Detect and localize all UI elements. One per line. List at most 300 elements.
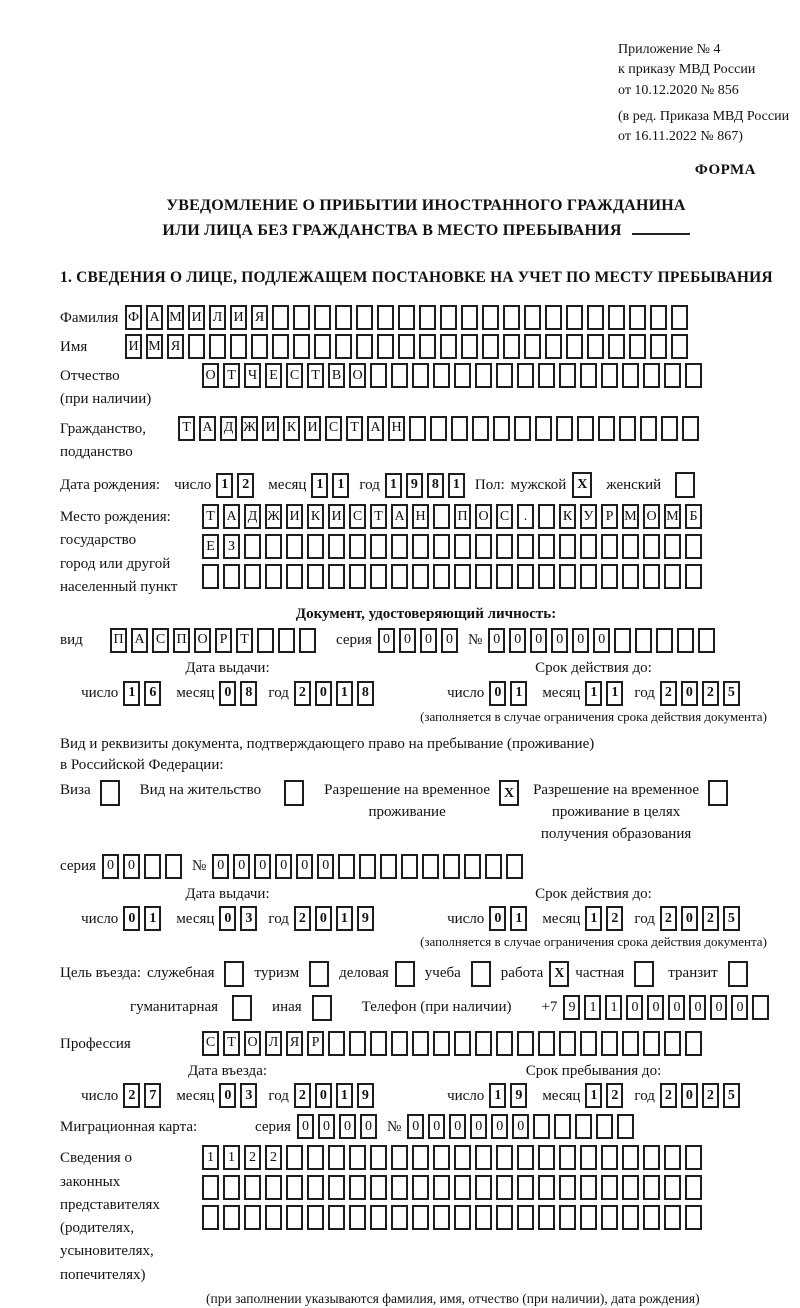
form-cell[interactable]: И bbox=[328, 504, 345, 529]
form-cell[interactable]: 9 bbox=[406, 473, 423, 498]
checkbox-transit[interactable] bbox=[728, 961, 748, 987]
form-cell[interactable] bbox=[391, 1031, 408, 1056]
form-cell[interactable] bbox=[433, 1145, 450, 1170]
form-cell[interactable]: 2 bbox=[702, 906, 719, 931]
form-cell[interactable]: А bbox=[146, 305, 163, 330]
form-cell[interactable]: 2 bbox=[294, 681, 311, 706]
form-cell[interactable]: 9 bbox=[357, 906, 374, 931]
form-cell[interactable] bbox=[559, 564, 576, 589]
form-cell[interactable] bbox=[622, 564, 639, 589]
form-cell[interactable]: Я bbox=[251, 305, 268, 330]
form-cell[interactable]: А bbox=[391, 504, 408, 529]
form-cell[interactable] bbox=[461, 305, 478, 330]
form-cell[interactable] bbox=[464, 854, 481, 879]
form-cell[interactable] bbox=[685, 363, 702, 388]
form-cell[interactable]: 1 bbox=[448, 473, 465, 498]
form-cell[interactable] bbox=[286, 534, 303, 559]
form-cell[interactable] bbox=[454, 564, 471, 589]
form-cell[interactable] bbox=[144, 854, 161, 879]
form-cell[interactable] bbox=[349, 1205, 366, 1230]
form-cell[interactable] bbox=[202, 1175, 219, 1200]
form-cell[interactable] bbox=[685, 1205, 702, 1230]
form-cell[interactable] bbox=[622, 1175, 639, 1200]
form-cell[interactable]: Т bbox=[223, 1031, 240, 1056]
form-cell[interactable]: 1 bbox=[123, 681, 140, 706]
form-cell[interactable] bbox=[223, 564, 240, 589]
form-cell[interactable]: Т bbox=[178, 416, 195, 441]
form-cell[interactable] bbox=[685, 564, 702, 589]
form-cell[interactable]: 0 bbox=[407, 1114, 424, 1139]
form-cell[interactable] bbox=[538, 504, 555, 529]
form-cell[interactable] bbox=[554, 1114, 571, 1139]
form-cell[interactable]: К bbox=[307, 504, 324, 529]
form-cell[interactable]: 2 bbox=[606, 1083, 623, 1108]
form-cell[interactable] bbox=[556, 416, 573, 441]
form-cell[interactable]: 1 bbox=[385, 473, 402, 498]
form-cell[interactable]: 0 bbox=[254, 854, 271, 879]
form-cell[interactable]: С bbox=[349, 504, 366, 529]
form-cell[interactable]: 0 bbox=[441, 628, 458, 653]
form-cell[interactable] bbox=[475, 1145, 492, 1170]
form-cell[interactable]: 5 bbox=[723, 681, 740, 706]
form-cell[interactable]: 0 bbox=[681, 1083, 698, 1108]
form-cell[interactable]: 8 bbox=[427, 473, 444, 498]
form-cell[interactable] bbox=[622, 1205, 639, 1230]
form-cell[interactable] bbox=[244, 564, 261, 589]
form-cell[interactable]: У bbox=[580, 504, 597, 529]
form-cell[interactable] bbox=[230, 334, 247, 359]
form-cell[interactable]: 9 bbox=[510, 1083, 527, 1108]
form-cell[interactable] bbox=[524, 305, 541, 330]
form-cell[interactable] bbox=[601, 1031, 618, 1056]
form-cell[interactable] bbox=[601, 1205, 618, 1230]
form-cell[interactable]: 0 bbox=[428, 1114, 445, 1139]
form-cell[interactable] bbox=[485, 854, 502, 879]
form-cell[interactable]: М bbox=[146, 334, 163, 359]
form-cell[interactable]: Б bbox=[685, 504, 702, 529]
form-cell[interactable] bbox=[475, 564, 492, 589]
form-cell[interactable]: 0 bbox=[551, 628, 568, 653]
form-cell[interactable]: 5 bbox=[723, 906, 740, 931]
form-cell[interactable] bbox=[443, 854, 460, 879]
form-cell[interactable]: М bbox=[664, 504, 681, 529]
form-cell[interactable] bbox=[650, 305, 667, 330]
form-cell[interactable]: 0 bbox=[315, 1083, 332, 1108]
form-cell[interactable] bbox=[370, 363, 387, 388]
form-cell[interactable] bbox=[559, 1175, 576, 1200]
form-cell[interactable] bbox=[496, 1205, 513, 1230]
form-cell[interactable] bbox=[335, 305, 352, 330]
form-cell[interactable] bbox=[314, 305, 331, 330]
form-cell[interactable] bbox=[475, 1205, 492, 1230]
form-cell[interactable] bbox=[475, 1175, 492, 1200]
form-cell[interactable]: 2 bbox=[702, 1083, 719, 1108]
form-cell[interactable] bbox=[307, 564, 324, 589]
form-cell[interactable]: 0 bbox=[315, 681, 332, 706]
form-cell[interactable]: 2 bbox=[294, 1083, 311, 1108]
form-cell[interactable]: И bbox=[286, 504, 303, 529]
form-cell[interactable] bbox=[545, 334, 562, 359]
form-cell[interactable]: 0 bbox=[489, 906, 506, 931]
form-cell[interactable] bbox=[377, 305, 394, 330]
form-cell[interactable] bbox=[202, 564, 219, 589]
form-cell[interactable] bbox=[622, 1145, 639, 1170]
form-cell[interactable] bbox=[433, 1205, 450, 1230]
form-cell[interactable]: 0 bbox=[123, 854, 140, 879]
form-cell[interactable] bbox=[643, 1175, 660, 1200]
form-cell[interactable] bbox=[391, 363, 408, 388]
form-cell[interactable] bbox=[517, 1205, 534, 1230]
form-cell[interactable]: 0 bbox=[102, 854, 119, 879]
form-cell[interactable] bbox=[482, 305, 499, 330]
form-cell[interactable]: 9 bbox=[563, 995, 580, 1020]
form-cell[interactable] bbox=[517, 1175, 534, 1200]
form-cell[interactable] bbox=[454, 363, 471, 388]
form-cell[interactable] bbox=[608, 305, 625, 330]
form-cell[interactable] bbox=[619, 416, 636, 441]
form-cell[interactable] bbox=[370, 1175, 387, 1200]
form-cell[interactable]: 3 bbox=[240, 906, 257, 931]
form-cell[interactable] bbox=[698, 628, 715, 653]
form-cell[interactable]: К bbox=[283, 416, 300, 441]
form-cell[interactable] bbox=[349, 534, 366, 559]
form-cell[interactable] bbox=[398, 334, 415, 359]
form-cell[interactable] bbox=[538, 1175, 555, 1200]
form-cell[interactable] bbox=[577, 416, 594, 441]
checkbox-female[interactable] bbox=[675, 472, 695, 498]
form-cell[interactable]: 7 bbox=[144, 1083, 161, 1108]
form-cell[interactable] bbox=[493, 416, 510, 441]
form-cell[interactable] bbox=[272, 334, 289, 359]
form-cell[interactable]: О bbox=[475, 504, 492, 529]
form-cell[interactable]: 1 bbox=[510, 681, 527, 706]
form-cell[interactable] bbox=[535, 416, 552, 441]
form-cell[interactable]: Л bbox=[265, 1031, 282, 1056]
form-cell[interactable] bbox=[685, 534, 702, 559]
form-cell[interactable]: 3 bbox=[240, 1083, 257, 1108]
form-cell[interactable]: Т bbox=[346, 416, 363, 441]
form-cell[interactable] bbox=[401, 854, 418, 879]
form-cell[interactable]: 1 bbox=[584, 995, 601, 1020]
form-cell[interactable] bbox=[265, 1205, 282, 1230]
form-cell[interactable]: А bbox=[367, 416, 384, 441]
form-cell[interactable] bbox=[454, 1145, 471, 1170]
form-cell[interactable]: 2 bbox=[606, 906, 623, 931]
form-cell[interactable]: 1 bbox=[144, 906, 161, 931]
form-cell[interactable] bbox=[412, 564, 429, 589]
form-cell[interactable]: 0 bbox=[489, 681, 506, 706]
form-cell[interactable] bbox=[265, 564, 282, 589]
form-cell[interactable] bbox=[391, 534, 408, 559]
form-cell[interactable]: О bbox=[244, 1031, 261, 1056]
form-cell[interactable] bbox=[370, 534, 387, 559]
form-cell[interactable]: Н bbox=[388, 416, 405, 441]
form-cell[interactable] bbox=[559, 1145, 576, 1170]
form-cell[interactable] bbox=[664, 1031, 681, 1056]
form-cell[interactable] bbox=[299, 628, 316, 653]
form-cell[interactable] bbox=[559, 363, 576, 388]
form-cell[interactable]: 1 bbox=[336, 681, 353, 706]
form-cell[interactable]: М bbox=[622, 504, 639, 529]
form-cell[interactable]: Т bbox=[236, 628, 253, 653]
form-cell[interactable] bbox=[514, 416, 531, 441]
form-cell[interactable] bbox=[338, 854, 355, 879]
checkbox-tourism[interactable] bbox=[309, 961, 329, 987]
form-cell[interactable] bbox=[349, 1175, 366, 1200]
form-cell[interactable] bbox=[629, 305, 646, 330]
form-cell[interactable]: 2 bbox=[702, 681, 719, 706]
form-cell[interactable]: 0 bbox=[710, 995, 727, 1020]
form-cell[interactable]: А bbox=[223, 504, 240, 529]
form-cell[interactable] bbox=[328, 1205, 345, 1230]
form-cell[interactable] bbox=[566, 334, 583, 359]
checkbox-study[interactable] bbox=[471, 961, 491, 987]
form-cell[interactable]: Л bbox=[209, 305, 226, 330]
form-cell[interactable] bbox=[622, 363, 639, 388]
form-cell[interactable]: 0 bbox=[123, 906, 140, 931]
form-cell[interactable]: 0 bbox=[572, 628, 589, 653]
form-cell[interactable] bbox=[328, 1175, 345, 1200]
form-cell[interactable] bbox=[370, 1205, 387, 1230]
form-cell[interactable] bbox=[640, 416, 657, 441]
form-cell[interactable] bbox=[257, 628, 274, 653]
form-cell[interactable] bbox=[328, 1145, 345, 1170]
form-cell[interactable] bbox=[538, 534, 555, 559]
form-cell[interactable]: 0 bbox=[509, 628, 526, 653]
form-cell[interactable]: Т bbox=[307, 363, 324, 388]
form-cell[interactable]: 0 bbox=[731, 995, 748, 1020]
form-cell[interactable] bbox=[349, 1145, 366, 1170]
form-cell[interactable]: 1 bbox=[585, 1083, 602, 1108]
form-cell[interactable] bbox=[580, 1145, 597, 1170]
form-cell[interactable] bbox=[677, 628, 694, 653]
form-cell[interactable] bbox=[265, 1175, 282, 1200]
form-cell[interactable] bbox=[601, 1145, 618, 1170]
form-cell[interactable]: 2 bbox=[660, 681, 677, 706]
form-cell[interactable] bbox=[422, 854, 439, 879]
form-cell[interactable] bbox=[475, 363, 492, 388]
form-cell[interactable] bbox=[496, 534, 513, 559]
form-cell[interactable]: 0 bbox=[378, 628, 395, 653]
form-cell[interactable]: А bbox=[199, 416, 216, 441]
form-cell[interactable]: 2 bbox=[660, 906, 677, 931]
form-cell[interactable] bbox=[650, 334, 667, 359]
form-cell[interactable] bbox=[412, 1205, 429, 1230]
form-cell[interactable]: 0 bbox=[219, 1083, 236, 1108]
form-cell[interactable]: И bbox=[125, 334, 142, 359]
form-cell[interactable]: Я bbox=[167, 334, 184, 359]
form-cell[interactable]: Р bbox=[215, 628, 232, 653]
form-cell[interactable]: 1 bbox=[336, 1083, 353, 1108]
form-cell[interactable]: Т bbox=[223, 363, 240, 388]
form-cell[interactable] bbox=[643, 1145, 660, 1170]
form-cell[interactable] bbox=[661, 416, 678, 441]
form-cell[interactable]: Е bbox=[265, 363, 282, 388]
form-cell[interactable]: О bbox=[349, 363, 366, 388]
form-cell[interactable]: 8 bbox=[357, 681, 374, 706]
form-cell[interactable]: 1 bbox=[489, 1083, 506, 1108]
checkbox-business[interactable] bbox=[395, 961, 415, 987]
form-cell[interactable]: 0 bbox=[668, 995, 685, 1020]
form-cell[interactable]: 2 bbox=[123, 1083, 140, 1108]
form-cell[interactable]: 1 bbox=[585, 681, 602, 706]
form-cell[interactable] bbox=[472, 416, 489, 441]
form-cell[interactable]: И bbox=[188, 305, 205, 330]
form-cell[interactable]: 0 bbox=[399, 628, 416, 653]
checkbox-work[interactable]: X bbox=[549, 961, 569, 987]
form-cell[interactable]: 0 bbox=[647, 995, 664, 1020]
form-cell[interactable]: . bbox=[517, 504, 534, 529]
form-cell[interactable] bbox=[496, 363, 513, 388]
form-cell[interactable] bbox=[454, 1175, 471, 1200]
form-cell[interactable] bbox=[538, 1205, 555, 1230]
form-cell[interactable] bbox=[356, 334, 373, 359]
form-cell[interactable] bbox=[601, 534, 618, 559]
form-cell[interactable] bbox=[349, 1031, 366, 1056]
form-cell[interactable] bbox=[685, 1031, 702, 1056]
form-cell[interactable]: 1 bbox=[606, 681, 623, 706]
form-cell[interactable]: Е bbox=[202, 534, 219, 559]
checkbox-temp-permit[interactable]: X bbox=[499, 780, 519, 806]
form-cell[interactable] bbox=[601, 1175, 618, 1200]
form-cell[interactable] bbox=[671, 305, 688, 330]
form-cell[interactable] bbox=[412, 534, 429, 559]
form-cell[interactable]: 0 bbox=[318, 1114, 335, 1139]
form-cell[interactable] bbox=[328, 564, 345, 589]
form-cell[interactable]: 0 bbox=[360, 1114, 377, 1139]
form-cell[interactable]: С bbox=[152, 628, 169, 653]
form-cell[interactable]: 0 bbox=[420, 628, 437, 653]
form-cell[interactable] bbox=[545, 305, 562, 330]
form-cell[interactable]: М bbox=[167, 305, 184, 330]
form-cell[interactable] bbox=[506, 854, 523, 879]
form-cell[interactable] bbox=[580, 1205, 597, 1230]
form-cell[interactable] bbox=[380, 854, 397, 879]
form-cell[interactable] bbox=[244, 534, 261, 559]
form-cell[interactable] bbox=[622, 534, 639, 559]
form-cell[interactable] bbox=[286, 564, 303, 589]
form-cell[interactable]: 2 bbox=[244, 1145, 261, 1170]
form-cell[interactable]: 0 bbox=[317, 854, 334, 879]
form-cell[interactable] bbox=[517, 363, 534, 388]
form-cell[interactable] bbox=[566, 305, 583, 330]
form-cell[interactable] bbox=[664, 363, 681, 388]
form-cell[interactable] bbox=[580, 1175, 597, 1200]
form-cell[interactable]: 0 bbox=[219, 906, 236, 931]
form-cell[interactable]: Я bbox=[286, 1031, 303, 1056]
form-cell[interactable] bbox=[517, 1031, 534, 1056]
form-cell[interactable] bbox=[377, 334, 394, 359]
form-cell[interactable]: 0 bbox=[530, 628, 547, 653]
form-cell[interactable]: 9 bbox=[357, 1083, 374, 1108]
form-cell[interactable]: Р bbox=[307, 1031, 324, 1056]
form-cell[interactable] bbox=[587, 334, 604, 359]
form-cell[interactable]: П bbox=[454, 504, 471, 529]
form-cell[interactable] bbox=[752, 995, 769, 1020]
form-cell[interactable] bbox=[454, 534, 471, 559]
form-cell[interactable] bbox=[635, 628, 652, 653]
form-cell[interactable] bbox=[559, 1205, 576, 1230]
form-cell[interactable] bbox=[419, 334, 436, 359]
form-cell[interactable]: Р bbox=[601, 504, 618, 529]
form-cell[interactable]: 0 bbox=[449, 1114, 466, 1139]
form-cell[interactable] bbox=[391, 1205, 408, 1230]
form-cell[interactable] bbox=[461, 334, 478, 359]
form-cell[interactable] bbox=[328, 534, 345, 559]
form-cell[interactable]: С bbox=[202, 1031, 219, 1056]
form-cell[interactable] bbox=[496, 564, 513, 589]
form-cell[interactable]: П bbox=[173, 628, 190, 653]
form-cell[interactable]: 0 bbox=[233, 854, 250, 879]
checkbox-residence-permit[interactable] bbox=[284, 780, 304, 806]
form-cell[interactable] bbox=[614, 628, 631, 653]
form-cell[interactable]: 2 bbox=[660, 1083, 677, 1108]
form-cell[interactable]: 0 bbox=[488, 628, 505, 653]
form-cell[interactable]: 0 bbox=[681, 681, 698, 706]
form-cell[interactable] bbox=[503, 334, 520, 359]
form-cell[interactable]: О bbox=[643, 504, 660, 529]
form-cell[interactable]: 1 bbox=[311, 473, 328, 498]
form-cell[interactable]: Ч bbox=[244, 363, 261, 388]
form-cell[interactable] bbox=[398, 305, 415, 330]
form-cell[interactable]: 1 bbox=[332, 473, 349, 498]
form-cell[interactable]: 0 bbox=[339, 1114, 356, 1139]
form-cell[interactable] bbox=[272, 305, 289, 330]
form-cell[interactable]: 0 bbox=[626, 995, 643, 1020]
form-cell[interactable]: З bbox=[223, 534, 240, 559]
form-cell[interactable] bbox=[622, 1031, 639, 1056]
form-cell[interactable]: В bbox=[328, 363, 345, 388]
form-cell[interactable] bbox=[209, 334, 226, 359]
checkbox-temp-permit-edu[interactable] bbox=[708, 780, 728, 806]
form-cell[interactable] bbox=[496, 1145, 513, 1170]
form-cell[interactable] bbox=[559, 1031, 576, 1056]
form-cell[interactable] bbox=[482, 334, 499, 359]
form-cell[interactable] bbox=[244, 1175, 261, 1200]
form-cell[interactable] bbox=[682, 416, 699, 441]
form-cell[interactable] bbox=[575, 1114, 592, 1139]
form-cell[interactable] bbox=[643, 363, 660, 388]
form-cell[interactable]: А bbox=[131, 628, 148, 653]
form-cell[interactable] bbox=[533, 1114, 550, 1139]
form-cell[interactable] bbox=[608, 334, 625, 359]
form-cell[interactable]: С bbox=[286, 363, 303, 388]
form-cell[interactable] bbox=[475, 1031, 492, 1056]
form-cell[interactable] bbox=[475, 534, 492, 559]
form-cell[interactable] bbox=[538, 564, 555, 589]
form-cell[interactable] bbox=[451, 416, 468, 441]
form-cell[interactable] bbox=[335, 334, 352, 359]
form-cell[interactable]: 0 bbox=[681, 906, 698, 931]
form-cell[interactable] bbox=[314, 334, 331, 359]
form-cell[interactable] bbox=[656, 628, 673, 653]
form-cell[interactable] bbox=[307, 1205, 324, 1230]
form-cell[interactable]: 5 bbox=[723, 1083, 740, 1108]
form-cell[interactable]: 0 bbox=[297, 1114, 314, 1139]
form-cell[interactable] bbox=[391, 1145, 408, 1170]
form-cell[interactable]: 0 bbox=[296, 854, 313, 879]
form-cell[interactable] bbox=[596, 1114, 613, 1139]
form-cell[interactable]: Т bbox=[202, 504, 219, 529]
form-cell[interactable] bbox=[454, 1205, 471, 1230]
form-cell[interactable] bbox=[433, 504, 450, 529]
form-cell[interactable] bbox=[286, 1175, 303, 1200]
form-cell[interactable] bbox=[370, 1031, 387, 1056]
form-cell[interactable] bbox=[580, 534, 597, 559]
checkbox-private[interactable] bbox=[634, 961, 654, 987]
form-cell[interactable] bbox=[412, 1175, 429, 1200]
form-cell[interactable] bbox=[617, 1114, 634, 1139]
